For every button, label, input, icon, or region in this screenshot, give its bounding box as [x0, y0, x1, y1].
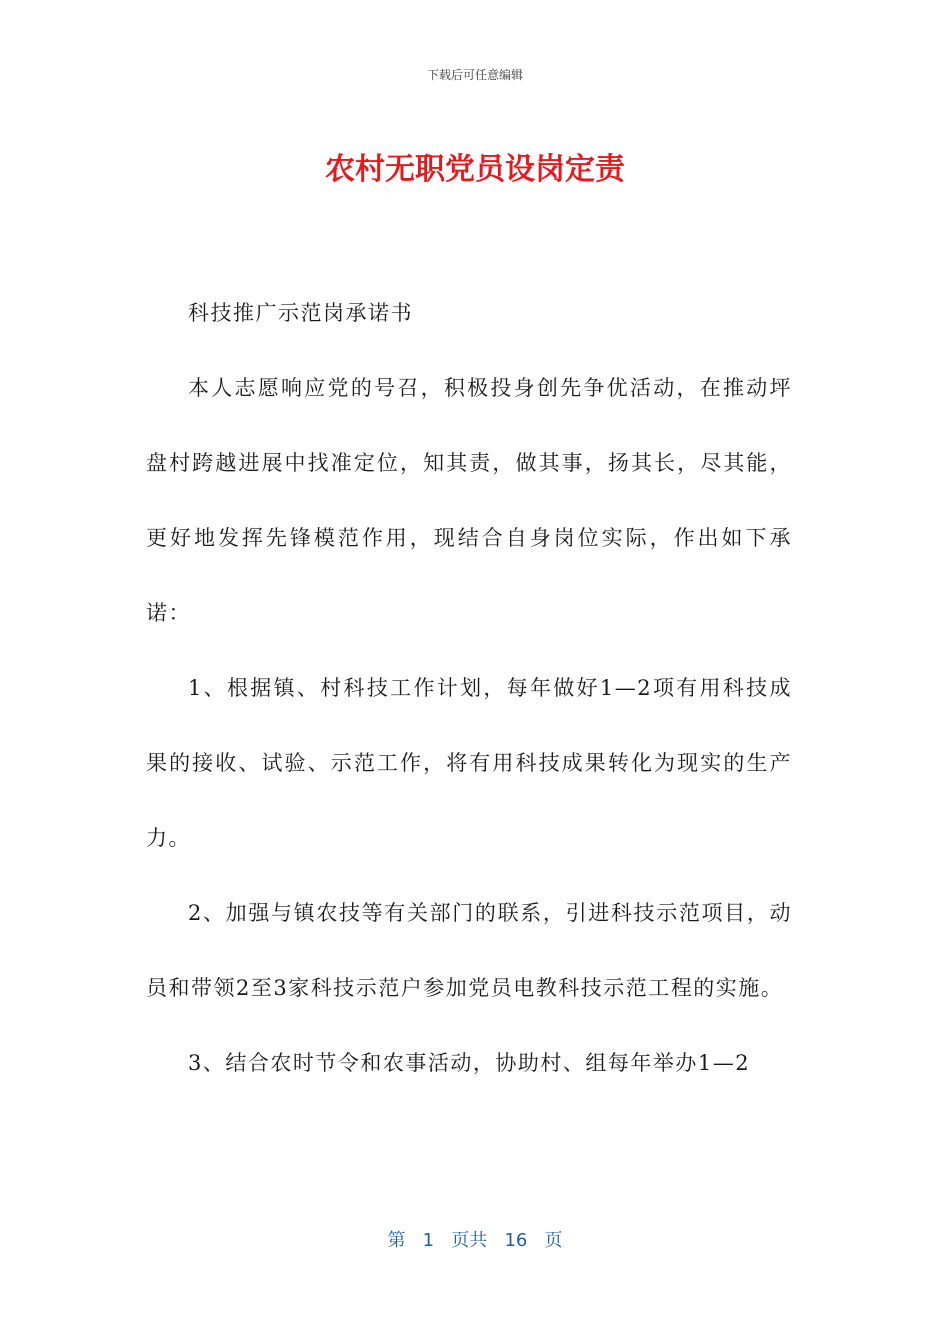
- footer-middle: 页共: [451, 1230, 488, 1251]
- footer-suffix: 页: [544, 1230, 563, 1251]
- paragraph-subtitle: 科技推广示范岗承诺书: [188, 301, 413, 325]
- paragraph-item-1: 1、根据镇、村科技工作计划，每年做好1—2项有用科技成果的接收、试验、示范工作，将有用科技成果转化为现实的生产力。: [146, 676, 792, 850]
- footer-page-number: 1: [422, 1230, 435, 1251]
- paragraph-item-3: 3、结合农时节令和农事活动，协助村、组每年举办1—2: [188, 1051, 751, 1075]
- paragraph-item-2: 2、加强与镇农技等有关部门的联系，引进科技示范项目，动员和带领2至3家科技示范户参加党员电教科技示范工程的实施。: [146, 901, 792, 1000]
- header-note: 下载后可任意编辑: [426, 68, 523, 82]
- document-title: 农村无职党员设岗定责: [325, 152, 625, 187]
- paragraph-intro: 本人志愿响应党的号召，积极投身创先争优活动，在推动坪盘村跨越进展中找准定位，知其责，做其事，扬其长，尽其能，更好地发挥先锋模范作用，现结合自身岗位实际，作出如下承诺：: [146, 376, 792, 625]
- footer-total-pages: 16: [504, 1230, 528, 1251]
- footer-prefix: 第: [387, 1230, 406, 1251]
- document-body: [146, 276, 792, 1101]
- page-footer: [0, 1226, 950, 1252]
